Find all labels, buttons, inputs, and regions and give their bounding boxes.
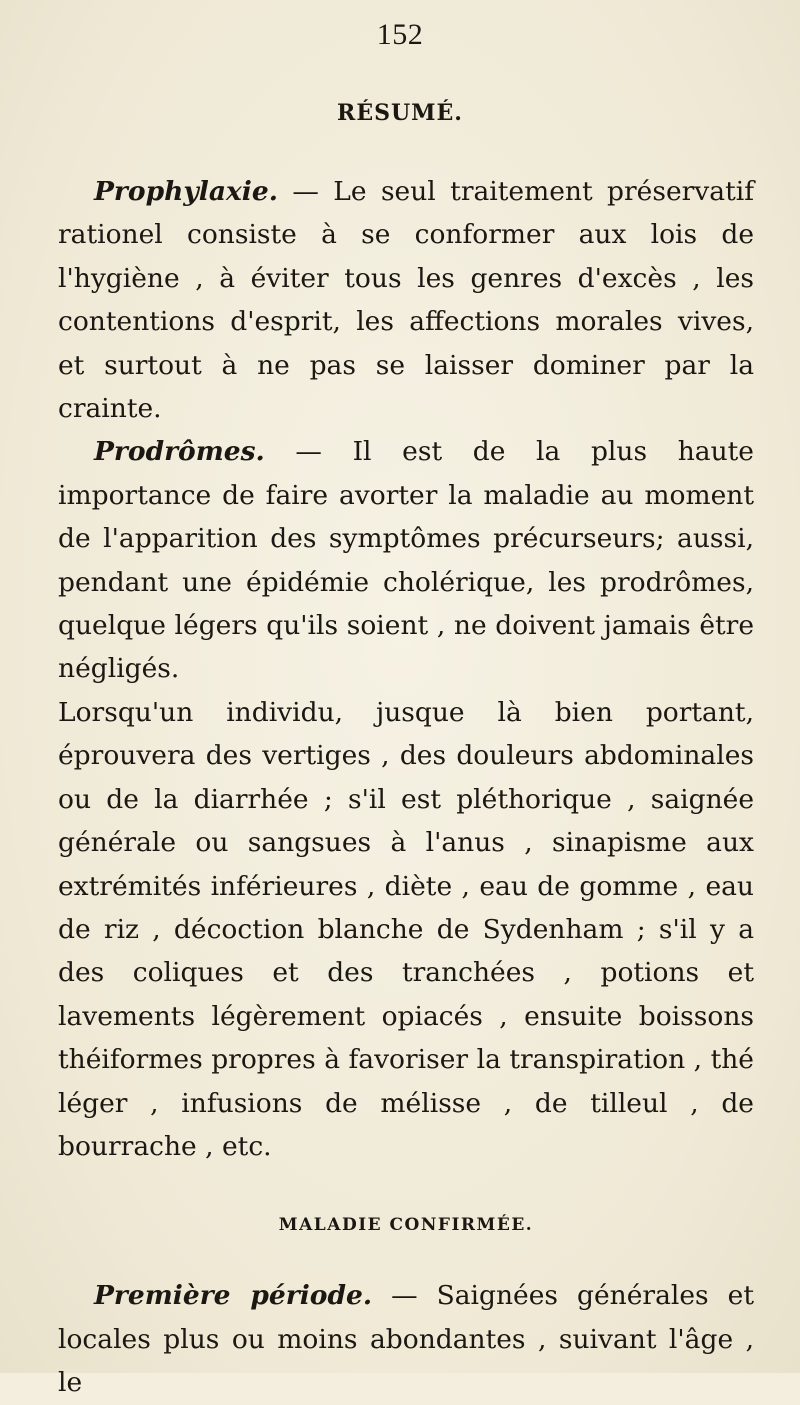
paragraph-lead: Première période.: [94, 1280, 373, 1312]
paragraph-text: — Saignées générales et locales plus ou moins abondantes , suivant l'âge , le: [58, 1280, 754, 1399]
paragraph-lead: Prophylaxie.: [94, 176, 278, 207]
paragraph-text: — Le seul traitement préservatif rationel consiste à se conformer aux lois de l'hygiène , à éviter tous les genres d'excès , les contentions d'esprit, les affections morales vives, et surtout à ne pas se laisser dominer par la crainte.: [58, 176, 754, 425]
page-number: 152: [376, 18, 424, 51]
paragraph-text: — Il est de la plus haute importance de faire avorter la maladie au moment de l'apparition des symptômes précurseurs; aussi, pendant une épidémie cholérique, les prodrômes, quelque légers qu'ils soient , ne doivent jamais être négligés.: [58, 436, 754, 685]
paragraph-lead: Prodrômes.: [94, 436, 265, 468]
paragraph-prodromes: [58, 430, 754, 690]
paragraph-premiere-periode: [58, 1274, 754, 1404]
paragraph-text: Lorsqu'un individu, jusque là bien portant, éprouvera des vertiges , des douleurs abdominales ou de la diarrhée ; s'il est pléthorique , saignée générale ou sangsues à l'anus , sinapisme aux extrémités inférieures , diète , eau de gomme , eau de riz , décoction blanche de Sydenham ; s'il y a des coliques et des tranchées , potions et lavements légèrement opiacés , ensuite boissons théiformes propres à favoriser la transpiration , thé léger , infusions de mélisse , de tilleul , de bourrache , etc.: [58, 696, 754, 1162]
page-title: RÉSUMÉ.: [337, 100, 463, 126]
paragraph-treatment: [58, 691, 754, 1168]
page-body: [58, 170, 754, 1405]
section-heading: MALADIE CONFIRMÉE.: [278, 1215, 534, 1236]
paragraph-prophylaxie: [58, 170, 754, 430]
